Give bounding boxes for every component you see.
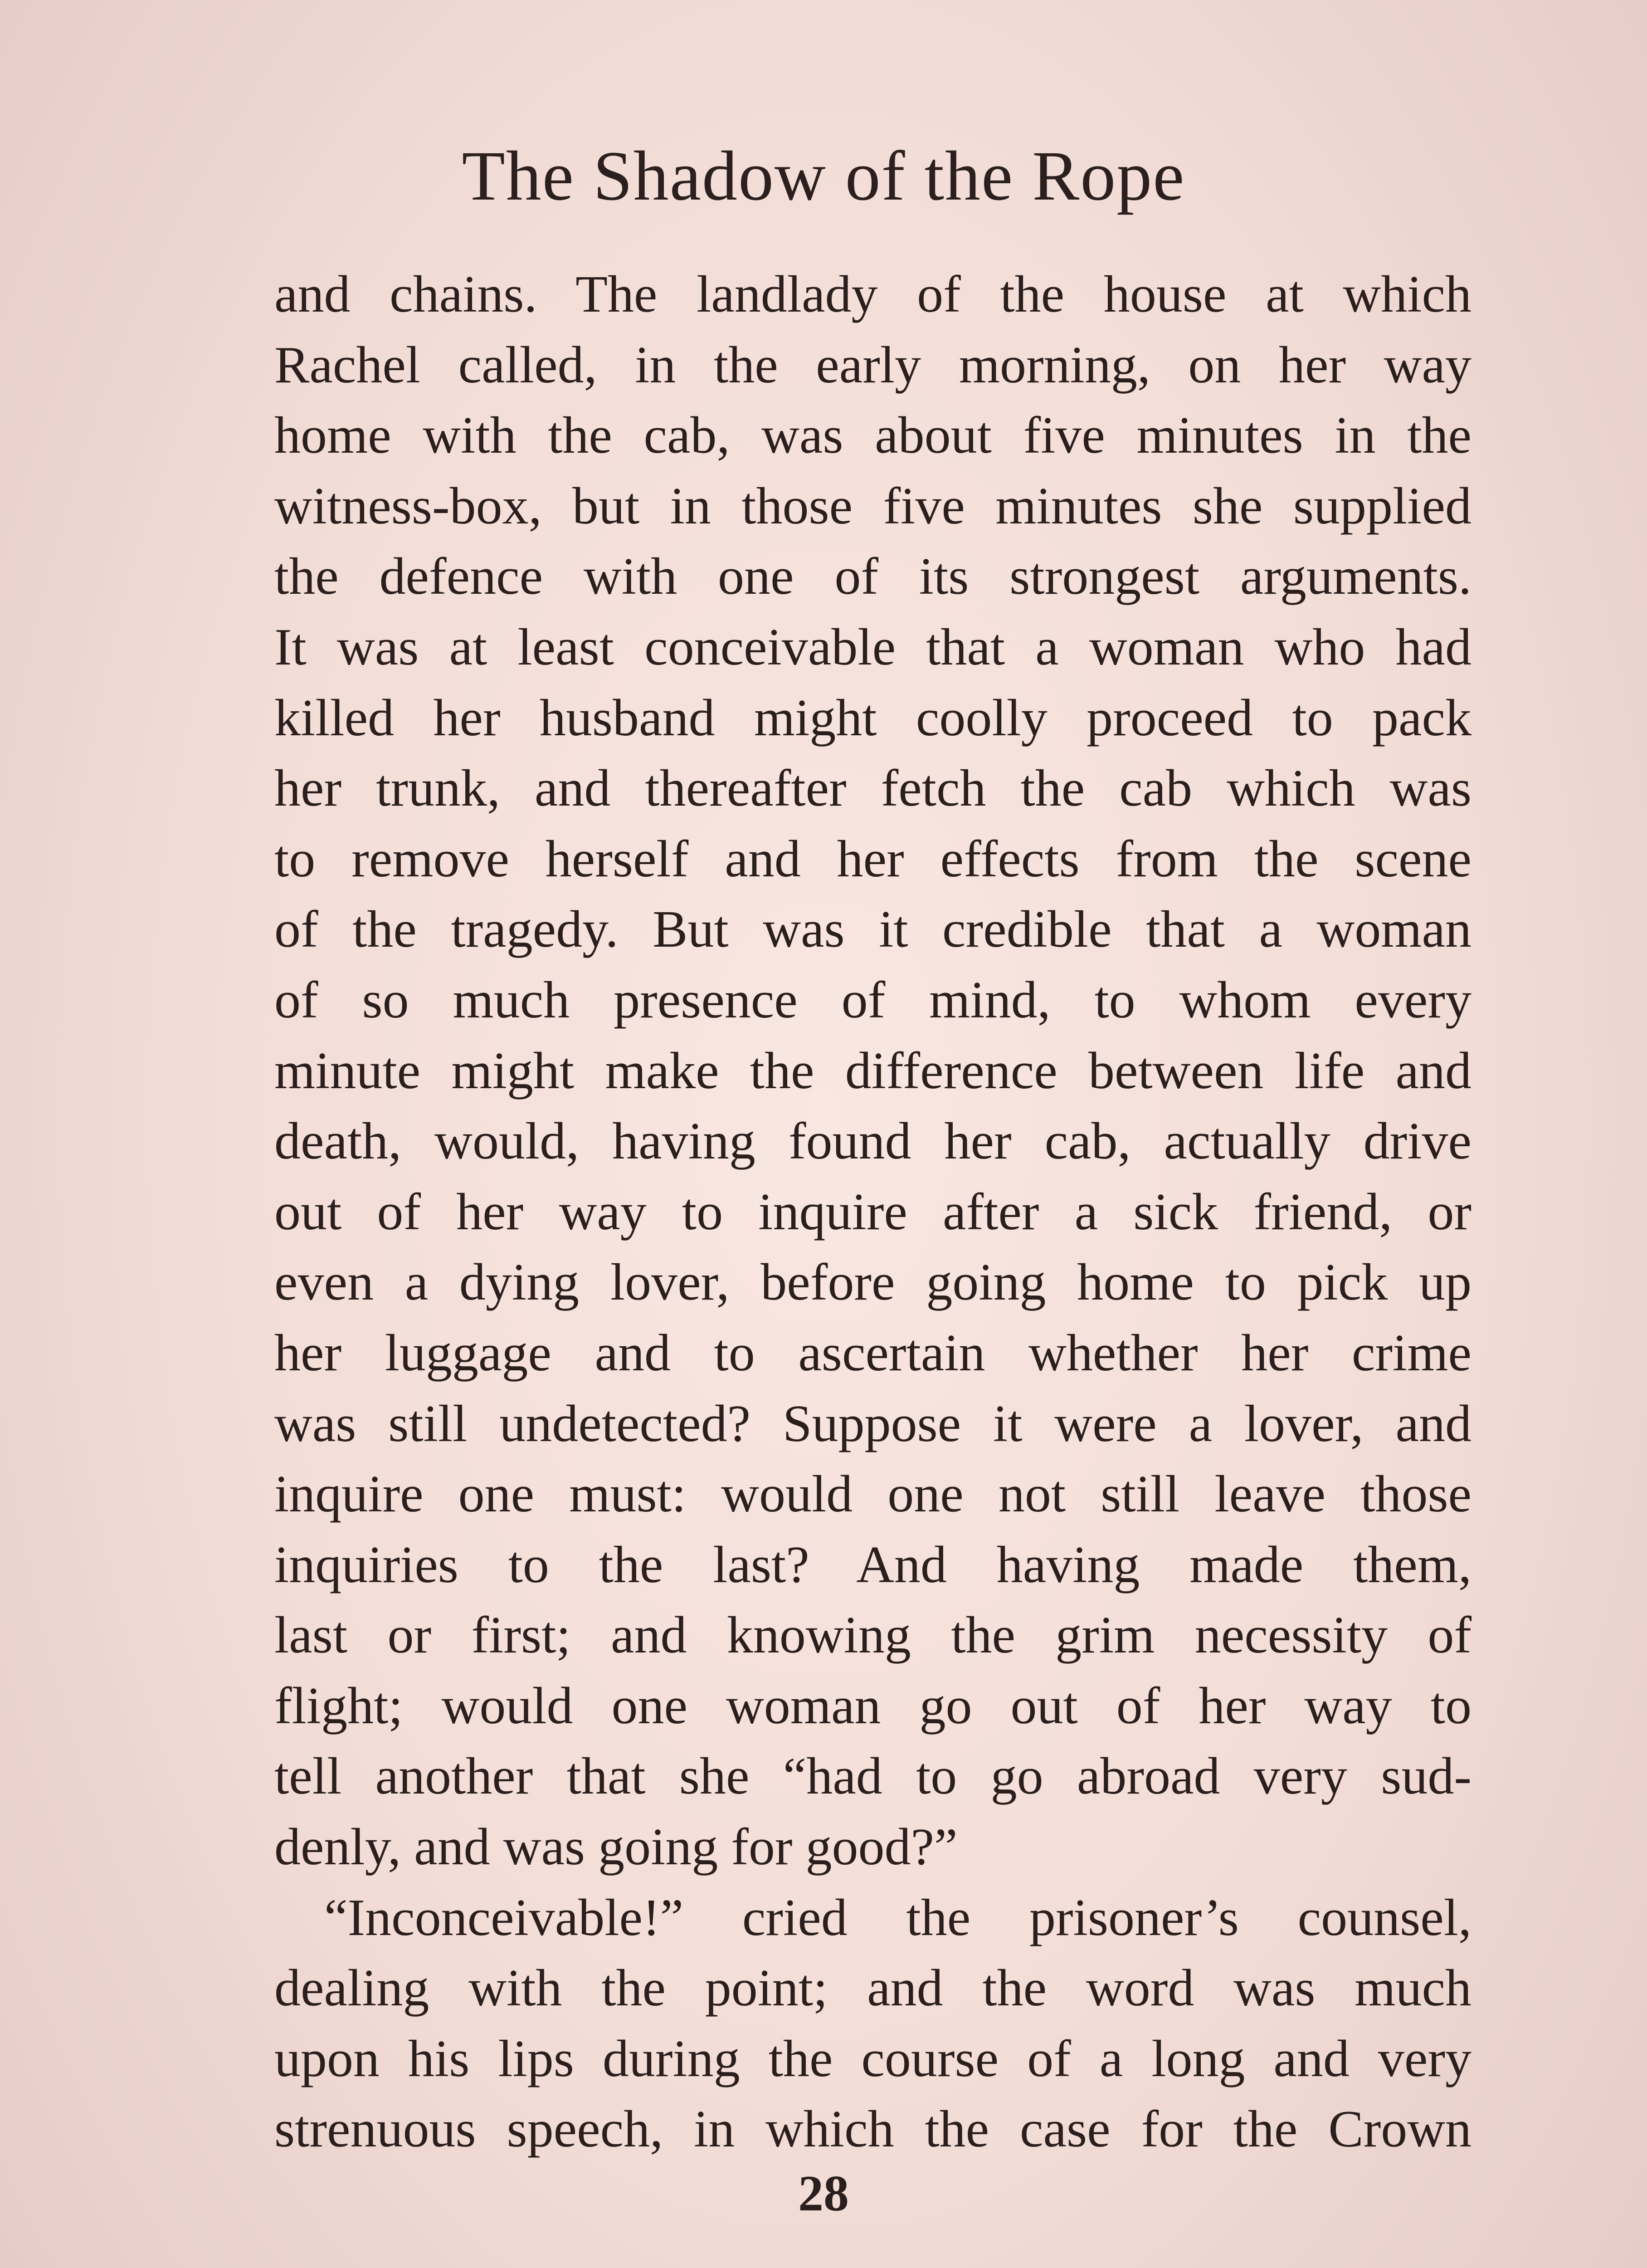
- text-line: home with the cab, was about five minutes in the: [274, 406, 1472, 465]
- text-line: inquire one must: would one not still leave those: [274, 1465, 1472, 1524]
- text-line: strenuous speech, in which the case for the Crown: [274, 2100, 1472, 2159]
- text-line: was still undetected? Suppose it were a lover, and: [274, 1394, 1472, 1453]
- text-line: the defence with one of its strongest arguments.: [274, 547, 1472, 606]
- text-line: out of her way to inquire after a sick friend, or: [274, 1183, 1472, 1241]
- page-number: 28: [798, 2165, 849, 2222]
- text-line: inquiries to the last? And having made them,: [274, 1535, 1472, 1594]
- text-line: death, would, having found her cab, actually drive: [274, 1112, 1472, 1171]
- text-line: of the tragedy. But was it credible that a woman: [274, 900, 1472, 959]
- text-line: witness-box, but in those five minutes she supplied: [274, 477, 1472, 535]
- text-line: “Inconceivable!” cried the prisoner’s counsel,: [324, 1888, 1472, 1947]
- text-line: denly, and was going for good?”: [274, 1818, 958, 1877]
- text-line: upon his lips during the course of a long and very: [274, 2029, 1472, 2088]
- text-line: and chains. The landlady of the house at which: [274, 265, 1472, 323]
- body-text: [274, 259, 1472, 2165]
- text-line: tell another that she “had to go abroad very sud-: [274, 1747, 1472, 1806]
- text-line: last or first; and knowing the grim necessity of: [274, 1606, 1472, 1665]
- text-line: to remove herself and her effects from the scene: [274, 830, 1472, 888]
- text-line: flight; would one woman go out of her way to: [274, 1677, 1472, 1735]
- text-line: her luggage and to ascertain whether her crime: [274, 1324, 1472, 1382]
- text-line: It was at least conceivable that a woman who had: [274, 618, 1472, 676]
- text-line: her trunk, and thereafter fetch the cab which was: [274, 759, 1472, 818]
- text-line: minute might make the difference between life and: [274, 1041, 1472, 1100]
- text-line: dealing with the point; and the word was much: [274, 1959, 1472, 2018]
- text-line: even a dying lover, before going home to pick up: [274, 1253, 1472, 1312]
- text-line: killed her husband might coolly proceed to pack: [274, 689, 1472, 747]
- text-line: of so much presence of mind, to whom every: [274, 971, 1472, 1029]
- text-line: Rachel called, in the early morning, on her way: [274, 336, 1472, 394]
- running-head: The Shadow of the Rope: [462, 137, 1185, 215]
